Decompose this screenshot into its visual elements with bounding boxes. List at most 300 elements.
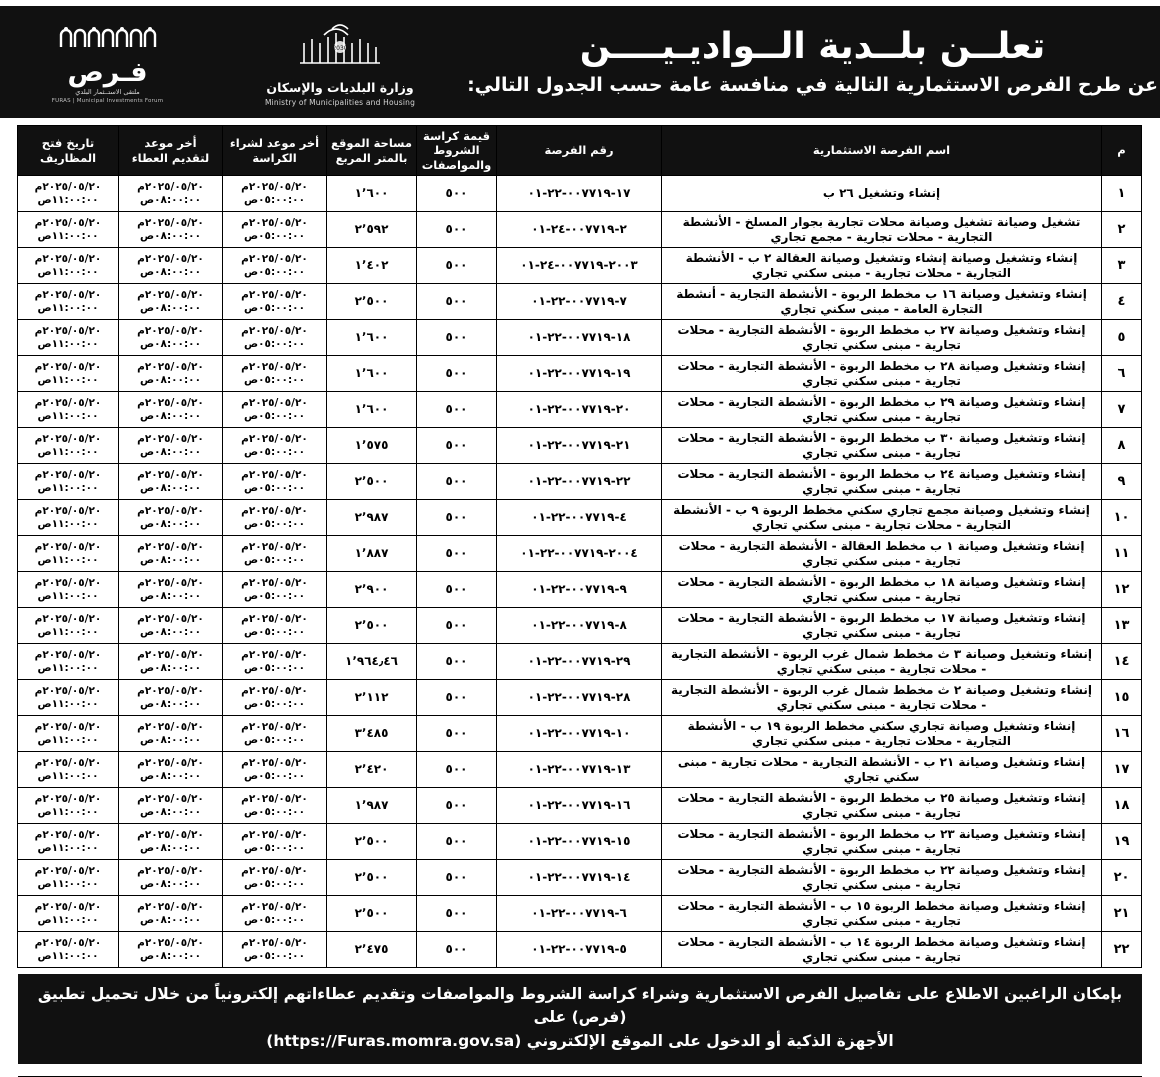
- row-booklet-deadline-time: ٠٥:٠٠:٠٠ص: [244, 409, 305, 422]
- row-opportunity-name: إنشاء وتشغيل وصيانة إنشاء وتشغيل وصيانة العقالة ٢ ب - الأنشطة التجارية - محلات تجارية - مبنى سكني تجاري: [662, 248, 1102, 284]
- row-booklet-value: ٥٠٠: [417, 644, 497, 680]
- row-booklet-deadline-date: ٢٠٢٥/٠٥/٢٠م: [241, 576, 308, 589]
- row-booklet-value: ٥٠٠: [417, 680, 497, 716]
- row-booklet-deadline: [223, 536, 327, 572]
- row-bid-deadline: [119, 212, 223, 248]
- table-row: [18, 536, 1142, 572]
- row-opportunity-number: ٢٩-٠٠٧٧١٩-٢٢-٠١: [497, 644, 662, 680]
- row-booklet-deadline-date: ٢٠٢٥/٠٥/٢٠م: [241, 432, 308, 445]
- col-bid-deadline-line1: أخر موعد: [144, 136, 197, 151]
- row-opening-date: [18, 824, 119, 860]
- row-site-area: ٢٬٥٩٢: [327, 212, 417, 248]
- row-booklet-deadline-date: ٢٠٢٥/٠٥/٢٠م: [241, 900, 308, 913]
- row-opening-date-date: ٢٠٢٥/٠٥/٢٠م: [34, 540, 102, 553]
- row-bid-deadline-date: ٢٠٢٥/٠٥/٢٠م: [137, 936, 204, 949]
- col-booklet-deadline: [223, 126, 327, 176]
- row-index: ٢٠: [1102, 860, 1142, 896]
- row-index: ٢: [1102, 212, 1142, 248]
- row-bid-deadline-date: ٢٠٢٥/٠٥/٢٠م: [137, 648, 204, 661]
- row-opening-date: [18, 428, 119, 464]
- row-booklet-deadline-time: ٠٥:٠٠:٠٠ص: [244, 661, 305, 674]
- row-booklet-value: ٥٠٠: [417, 572, 497, 608]
- row-booklet-deadline: [223, 392, 327, 428]
- row-opening-date-time: ١١:٠٠:٠٠ص: [37, 769, 99, 782]
- row-bid-deadline-time: ٠٨:٠٠:٠٠ص: [140, 229, 201, 242]
- row-booklet-deadline: [223, 176, 327, 212]
- row-site-area: ٢٬٩٠٠: [327, 572, 417, 608]
- row-bid-deadline-date: ٢٠٢٥/٠٥/٢٠م: [137, 684, 204, 697]
- row-opening-date-time: ١١:٠٠:٠٠ص: [37, 481, 99, 494]
- row-opening-date-date: ٢٠٢٥/٠٥/٢٠م: [34, 468, 102, 481]
- row-opening-date-date: ٢٠٢٥/٠٥/٢٠م: [34, 756, 102, 769]
- furas-logo-block: [0, 6, 215, 118]
- row-site-area: ١٬٩٨٧: [327, 788, 417, 824]
- footer-line-2: [32, 1030, 1128, 1053]
- table-body: [18, 176, 1142, 968]
- row-opportunity-number: ١٦-٠٠٧٧١٩-٢٢-٠١: [497, 788, 662, 824]
- row-opportunity-name: إنشاء وتشغيل وصيانة مخطط الربوة ١٤ ب - الأنشطة التجارية - محلات تجارية - مبنى سكني تجاري: [662, 932, 1102, 968]
- table-row: [18, 644, 1142, 680]
- table-row: [18, 176, 1142, 212]
- col-opening-date: [18, 126, 119, 176]
- row-opportunity-name: إنشاء وتشغيل وصيانة ٣٠ ب مخطط الربوة - الأنشطة التجارية - محلات تجارية - مبنى سكني تجاري: [662, 428, 1102, 464]
- row-booklet-deadline-date: ٢٠٢٥/٠٥/٢٠م: [241, 288, 308, 301]
- row-booklet-deadline: [223, 356, 327, 392]
- row-opening-date-time: ١١:٠٠:٠٠ص: [37, 589, 99, 602]
- row-bid-deadline: [119, 320, 223, 356]
- table-row: [18, 356, 1142, 392]
- row-bid-deadline-date: ٢٠٢٥/٠٥/٢٠م: [137, 504, 204, 517]
- row-index: ١٣: [1102, 608, 1142, 644]
- row-bid-deadline-time: ٠٨:٠٠:٠٠ص: [140, 877, 201, 890]
- row-opportunity-name: تشغيل وصيانة تشغيل وصيانة محلات تجارية بجوار المسلخ - الأنشطة التجارية - محلات تجارية - مجمع تجاري: [662, 212, 1102, 248]
- row-booklet-deadline: [223, 716, 327, 752]
- col-site-area-line1: مساحة الموقع: [331, 136, 412, 151]
- row-opportunity-number: ٩-٠٠٧٧١٩-٢٢-٠١: [497, 572, 662, 608]
- row-booklet-deadline-date: ٢٠٢٥/٠٥/٢٠م: [241, 756, 308, 769]
- row-site-area: ٢٬٥٠٠: [327, 284, 417, 320]
- row-index: ٥: [1102, 320, 1142, 356]
- table-header-row: [18, 126, 1142, 176]
- col-bid-deadline-line2: لتقديم العطاء: [131, 150, 210, 165]
- row-bid-deadline-time: ٠٨:٠٠:٠٠ص: [140, 625, 201, 638]
- row-booklet-deadline-time: ٠٥:٠٠:٠٠ص: [244, 229, 305, 242]
- row-index: ١٢: [1102, 572, 1142, 608]
- furas-caption-en: FURAS | Municipal Investments Forum: [51, 97, 164, 104]
- row-booklet-value: ٥٠٠: [417, 824, 497, 860]
- row-booklet-deadline: [223, 932, 327, 968]
- row-opening-date: [18, 896, 119, 932]
- row-booklet-value: ٥٠٠: [417, 284, 497, 320]
- row-bid-deadline-time: ٠٨:٠٠:٠٠ص: [140, 697, 201, 710]
- row-bid-deadline-time: ٠٨:٠٠:٠٠ص: [140, 805, 201, 818]
- row-opening-date-date: ٢٠٢٥/٠٥/٢٠م: [34, 216, 102, 229]
- row-index: ١٥: [1102, 680, 1142, 716]
- row-opening-date: [18, 320, 119, 356]
- row-opportunity-name: إنشاء وتشغيل وصيانة ٢٢ ب مخطط الربوة - الأنشطة التجارية - محلات تجارية - مبنى سكني تجاري: [662, 860, 1102, 896]
- col-site-area-line2: بالمتر المربع: [335, 150, 408, 165]
- row-site-area: ١٬٥٧٥: [327, 428, 417, 464]
- row-site-area: ٣٬٤٨٥: [327, 716, 417, 752]
- row-opportunity-number: ١٣-٠٠٧٧١٩-٢٢-٠١: [497, 752, 662, 788]
- row-booklet-deadline-time: ٠٥:٠٠:٠٠ص: [244, 553, 305, 566]
- row-booklet-deadline: [223, 860, 327, 896]
- row-bid-deadline-time: ٠٨:٠٠:٠٠ص: [140, 301, 201, 314]
- row-opening-date-date: ٢٠٢٥/٠٥/٢٠م: [34, 936, 102, 949]
- row-opening-date: [18, 860, 119, 896]
- footer-line-2-text: الأجهزة الذكية أو الدخول على الموقع الإلكتروني: [526, 1031, 894, 1050]
- row-opening-date-date: ٢٠٢٥/٠٥/٢٠م: [34, 180, 102, 193]
- row-bid-deadline-date: ٢٠٢٥/٠٥/٢٠م: [137, 864, 204, 877]
- row-opening-date-time: ١١:٠٠:٠٠ص: [37, 661, 99, 674]
- row-opportunity-name: إنشاء وتشغيل وصيانة ٢١ ب - الأنشطة التجارية - محلات تجارية - مبنى سكني تجاري: [662, 752, 1102, 788]
- row-bid-deadline: [119, 428, 223, 464]
- row-opening-date-time: ١١:٠٠:٠٠ص: [37, 805, 99, 818]
- row-booklet-deadline-date: ٢٠٢٥/٠٥/٢٠م: [241, 360, 308, 373]
- row-bid-deadline-date: ٢٠٢٥/٠٥/٢٠م: [137, 828, 204, 841]
- row-bid-deadline-time: ٠٨:٠٠:٠٠ص: [140, 553, 201, 566]
- row-site-area: ١٬٦٠٠: [327, 176, 417, 212]
- row-booklet-value: ٥٠٠: [417, 500, 497, 536]
- table-row: [18, 248, 1142, 284]
- row-opportunity-name: إنشاء وتشغيل وصيانة ١٦ ب مخطط الربوة - الأنشطة التجارية - أنشطة التجارة العامة - مبنى سكني تجاري: [662, 284, 1102, 320]
- row-site-area: ٢٬١١٢: [327, 680, 417, 716]
- page-header: [0, 6, 1160, 118]
- row-bid-deadline-time: ٠٨:٠٠:٠٠ص: [140, 481, 201, 494]
- row-site-area: ١٬٦٠٠: [327, 392, 417, 428]
- row-opportunity-name: إنشاء وتشغيل وصيانة مجمع تجاري سكني مخطط الربوة ٩ ب - الأنشطة التجارية - محلات تجارية - مبنى سكني تجاري: [662, 500, 1102, 536]
- row-opening-date: [18, 716, 119, 752]
- row-opportunity-name: إنشاء وتشغيل وصيانة ١٨ ب مخطط الربوة - الأنشطة التجارية - محلات تجارية - مبنى سكني تجاري: [662, 572, 1102, 608]
- row-booklet-deadline-time: ٠٥:٠٠:٠٠ص: [244, 625, 305, 638]
- row-opening-date-date: ٢٠٢٥/٠٥/٢٠م: [34, 684, 102, 697]
- row-bid-deadline-date: ٢٠٢٥/٠٥/٢٠م: [137, 540, 204, 553]
- row-booklet-deadline-date: ٢٠٢٥/٠٥/٢٠م: [241, 828, 308, 841]
- row-opening-date-date: ٢٠٢٥/٠٥/٢٠م: [34, 432, 102, 445]
- row-bid-deadline: [119, 788, 223, 824]
- row-booklet-deadline: [223, 644, 327, 680]
- row-booklet-deadline-time: ٠٥:٠٠:٠٠ص: [244, 481, 305, 494]
- row-opening-date: [18, 500, 119, 536]
- row-index: ٢٢: [1102, 932, 1142, 968]
- row-booklet-deadline-time: ٠٥:٠٠:٠٠ص: [244, 877, 305, 890]
- row-site-area: ١٬٨٨٧: [327, 536, 417, 572]
- row-bid-deadline-date: ٢٠٢٥/٠٥/٢٠م: [137, 612, 204, 625]
- table-row: [18, 788, 1142, 824]
- row-index: ١٤: [1102, 644, 1142, 680]
- row-booklet-deadline: [223, 824, 327, 860]
- row-index: ٧: [1102, 392, 1142, 428]
- row-bid-deadline-time: ٠٨:٠٠:٠٠ص: [140, 589, 201, 602]
- row-booklet-deadline-time: ٠٥:٠٠:٠٠ص: [244, 697, 305, 710]
- row-opening-date-date: ٢٠٢٥/٠٥/٢٠م: [34, 648, 102, 661]
- row-booklet-deadline-time: ٠٥:٠٠:٠٠ص: [244, 445, 305, 458]
- row-opening-date: [18, 176, 119, 212]
- row-booklet-deadline: [223, 320, 327, 356]
- row-booklet-deadline-date: ٢٠٢٥/٠٥/٢٠م: [241, 180, 308, 193]
- row-opening-date-date: ٢٠٢٥/٠٥/٢٠م: [34, 792, 102, 805]
- row-booklet-deadline: [223, 428, 327, 464]
- row-booklet-deadline: [223, 464, 327, 500]
- row-booklet-deadline-date: ٢٠٢٥/٠٥/٢٠م: [241, 504, 308, 517]
- row-opportunity-number: ٧-٠٠٧٧١٩-٢٢-٠١: [497, 284, 662, 320]
- row-opening-date-date: ٢٠٢٥/٠٥/٢٠م: [34, 900, 102, 913]
- col-bid-deadline: [119, 126, 223, 176]
- svg-text:2030: 2030: [332, 45, 348, 52]
- row-site-area: ١٬٦٠٠: [327, 356, 417, 392]
- row-opening-date-time: ١١:٠٠:٠٠ص: [37, 625, 99, 638]
- row-booklet-deadline-date: ٢٠٢٥/٠٥/٢٠م: [241, 612, 308, 625]
- row-opening-date: [18, 464, 119, 500]
- col-opening-date-line2: المظاريف: [39, 150, 97, 165]
- row-bid-deadline: [119, 500, 223, 536]
- row-booklet-deadline-time: ٠٥:٠٠:٠٠ص: [244, 193, 305, 206]
- row-opening-date-time: ١١:٠٠:٠٠ص: [37, 445, 99, 458]
- ministry-name-en: Ministry of Municipalities and Housing: [264, 98, 416, 107]
- row-opening-date-time: ١١:٠٠:٠٠ص: [37, 193, 99, 206]
- row-booklet-deadline-time: ٠٥:٠٠:٠٠ص: [244, 769, 305, 782]
- row-opening-date-time: ١١:٠٠:٠٠ص: [37, 913, 99, 926]
- row-bid-deadline-time: ٠٨:٠٠:٠٠ص: [140, 913, 201, 926]
- table-row: [18, 500, 1142, 536]
- ministry-emblem-icon: [294, 17, 386, 77]
- row-opening-date-date: ٢٠٢٥/٠٥/٢٠م: [34, 396, 102, 409]
- furas-caption-ar: ملتقى الاستــثمار البلدي: [75, 87, 140, 96]
- table-row: [18, 320, 1142, 356]
- row-bid-deadline-date: ٢٠٢٥/٠٥/٢٠م: [137, 180, 204, 193]
- row-booklet-deadline: [223, 680, 327, 716]
- table-row: [18, 608, 1142, 644]
- row-bid-deadline-date: ٢٠٢٥/٠٥/٢٠م: [137, 792, 204, 805]
- row-booklet-deadline: [223, 500, 327, 536]
- row-booklet-value: ٥٠٠: [417, 788, 497, 824]
- row-opening-date-time: ١١:٠٠:٠٠ص: [37, 337, 99, 350]
- row-bid-deadline-time: ٠٨:٠٠:٠٠ص: [140, 733, 201, 746]
- row-bid-deadline: [119, 284, 223, 320]
- row-booklet-value: ٥٠٠: [417, 752, 497, 788]
- row-opening-date: [18, 212, 119, 248]
- row-booklet-value: ٥٠٠: [417, 896, 497, 932]
- col-booklet-deadline-line2: الكراسة: [252, 150, 297, 165]
- table-row: [18, 392, 1142, 428]
- row-opportunity-number: ٢٠٠٤-٠٠٧٧١٩-٢٢-٠١: [497, 536, 662, 572]
- footer-line-1: بإمكان الراغبين الاطلاع على تفاصيل الفرص الاستثمارية وشراء كراسة الشروط والمواصفات وتقديم عطاءاتهم إلكترونياً من خلال تحميل تطبيق (فرص) على: [37, 985, 1123, 1027]
- row-opportunity-name: إنشاء وتشغيل وصيانة ٢٩ ب مخطط الربوة - الأنشطة التجارية - محلات تجارية - مبنى سكني تجاري: [662, 392, 1102, 428]
- row-opening-date-time: ١١:٠٠:٠٠ص: [37, 697, 99, 710]
- row-booklet-value: ٥٠٠: [417, 356, 497, 392]
- row-bid-deadline: [119, 932, 223, 968]
- row-site-area: ١٬٤٠٢: [327, 248, 417, 284]
- row-booklet-deadline-date: ٢٠٢٥/٠٥/٢٠م: [241, 720, 308, 733]
- row-opportunity-name: إنشاء وتشغيل وصيانة مخطط الربوة ١٥ ب - الأنشطة التجارية - محلات تجارية - مبنى سكني تجاري: [662, 896, 1102, 932]
- row-booklet-value: ٥٠٠: [417, 320, 497, 356]
- row-opportunity-number: ٤-٠٠٧٧١٩-٢٢-٠١: [497, 500, 662, 536]
- row-opening-date-time: ١١:٠٠:٠٠ص: [37, 409, 99, 422]
- row-opening-date: [18, 248, 119, 284]
- row-opportunity-number: ١٥-٠٠٧٧١٩-٢٢-٠١: [497, 824, 662, 860]
- row-opening-date-date: ٢٠٢٥/٠٥/٢٠م: [34, 324, 102, 337]
- row-opportunity-number: ٢٠٠٣-٠٠٧٧١٩-٢٤-٠١: [497, 248, 662, 284]
- row-opening-date-date: ٢٠٢٥/٠٥/٢٠م: [34, 576, 102, 589]
- row-opportunity-name: إنشاء وتشغيل وصيانة ٣ ث مخطط شمال غرب الربوة - الأنشطة التجارية - محلات تجارية - مبنى سكني تجاري: [662, 644, 1102, 680]
- ministry-logo-block: [215, 6, 465, 118]
- row-opportunity-number: ٢٠-٠٠٧٧١٩-٢٢-٠١: [497, 392, 662, 428]
- table-row: [18, 572, 1142, 608]
- row-opening-date-time: ١١:٠٠:٠٠ص: [37, 265, 99, 278]
- furas-logo-icon: [55, 21, 161, 59]
- row-booklet-deadline-time: ٠٥:٠٠:٠٠ص: [244, 805, 305, 818]
- row-opening-date-date: ٢٠٢٥/٠٥/٢٠م: [34, 288, 102, 301]
- row-index: ١٩: [1102, 824, 1142, 860]
- row-bid-deadline: [119, 752, 223, 788]
- row-site-area: ٢٬٤٧٥: [327, 932, 417, 968]
- row-bid-deadline: [119, 824, 223, 860]
- table-row: [18, 932, 1142, 968]
- row-opening-date-time: ١١:٠٠:٠٠ص: [37, 877, 99, 890]
- furas-logo-text: فـرص: [67, 56, 148, 88]
- row-booklet-value: ٥٠٠: [417, 536, 497, 572]
- row-bid-deadline-date: ٢٠٢٥/٠٥/٢٠م: [137, 576, 204, 589]
- row-bid-deadline-time: ٠٨:٠٠:٠٠ص: [140, 445, 201, 458]
- row-booklet-deadline-time: ٠٥:٠٠:٠٠ص: [244, 913, 305, 926]
- row-opening-date: [18, 572, 119, 608]
- row-site-area: ٢٬٥٠٠: [327, 824, 417, 860]
- row-opportunity-name: إنشاء وتشغيل وصيانة ٢٥ ب مخطط الربوة - الأنشطة التجارية - محلات تجارية - مبنى سكني تجاري: [662, 788, 1102, 824]
- row-booklet-value: ٥٠٠: [417, 608, 497, 644]
- row-index: ٩: [1102, 464, 1142, 500]
- row-site-area: ٢٬٤٢٠: [327, 752, 417, 788]
- furas-website-link[interactable]: (https://Furas.momra.gov.sa): [266, 1031, 522, 1050]
- row-index: ١٨: [1102, 788, 1142, 824]
- row-opening-date: [18, 536, 119, 572]
- row-opening-date-time: ١١:٠٠:٠٠ص: [37, 949, 99, 962]
- row-bid-deadline-date: ٢٠٢٥/٠٥/٢٠م: [137, 252, 204, 265]
- row-bid-deadline: [119, 896, 223, 932]
- row-bid-deadline: [119, 464, 223, 500]
- opportunities-table: [17, 125, 1142, 968]
- row-booklet-deadline-time: ٠٥:٠٠:٠٠ص: [244, 301, 305, 314]
- row-booklet-value: ٥٠٠: [417, 248, 497, 284]
- row-bid-deadline: [119, 536, 223, 572]
- row-opening-date-date: ٢٠٢٥/٠٥/٢٠م: [34, 504, 102, 517]
- row-bid-deadline: [119, 176, 223, 212]
- row-site-area: ١٬٩٦٤٫٤٦: [327, 644, 417, 680]
- row-bid-deadline-date: ٢٠٢٥/٠٥/٢٠م: [137, 432, 204, 445]
- col-booklet-value-line2: الشروط والمواصفات: [421, 143, 492, 172]
- table-row: [18, 752, 1142, 788]
- row-bid-deadline-time: ٠٨:٠٠:٠٠ص: [140, 373, 201, 386]
- row-opening-date-time: ١١:٠٠:٠٠ص: [37, 373, 99, 386]
- row-booklet-deadline: [223, 572, 327, 608]
- row-booklet-value: ٥٠٠: [417, 932, 497, 968]
- row-booklet-deadline: [223, 752, 327, 788]
- row-opportunity-number: ١٨-٠٠٧٧١٩-٢٢-٠١: [497, 320, 662, 356]
- row-opportunity-number: ٢١-٠٠٧٧١٩-٢٢-٠١: [497, 428, 662, 464]
- table-row: [18, 212, 1142, 248]
- row-bid-deadline-date: ٢٠٢٥/٠٥/٢٠م: [137, 756, 204, 769]
- row-booklet-value: ٥٠٠: [417, 212, 497, 248]
- row-booklet-value: ٥٠٠: [417, 464, 497, 500]
- row-bid-deadline: [119, 572, 223, 608]
- row-booklet-deadline-date: ٢٠٢٥/٠٥/٢٠م: [241, 216, 308, 229]
- col-booklet-deadline-line1: أخر موعد لشراء: [229, 136, 320, 151]
- row-bid-deadline-time: ٠٨:٠٠:٠٠ص: [140, 409, 201, 422]
- row-site-area: ٢٬٩٨٧: [327, 500, 417, 536]
- row-opportunity-name: إنشاء وتشغيل وصيانة ٢٤ ب مخطط الربوة - الأنشطة التجارية - محلات تجارية - مبنى سكني تجاري: [662, 464, 1102, 500]
- row-bid-deadline: [119, 716, 223, 752]
- row-booklet-deadline-time: ٠٥:٠٠:٠٠ص: [244, 373, 305, 386]
- row-index: ١٦: [1102, 716, 1142, 752]
- row-opportunity-number: ٥-٠٠٧٧١٩-٢٢-٠١: [497, 932, 662, 968]
- row-bid-deadline: [119, 680, 223, 716]
- row-bid-deadline-time: ٠٨:٠٠:٠٠ص: [140, 841, 201, 854]
- row-bid-deadline-time: ٠٨:٠٠:٠٠ص: [140, 661, 201, 674]
- row-booklet-value: ٥٠٠: [417, 716, 497, 752]
- row-bid-deadline-time: ٠٨:٠٠:٠٠ص: [140, 265, 201, 278]
- row-booklet-deadline: [223, 896, 327, 932]
- row-opening-date-date: ٢٠٢٥/٠٥/٢٠م: [34, 612, 102, 625]
- table-row: [18, 428, 1142, 464]
- table-row: [18, 860, 1142, 896]
- row-booklet-deadline-date: ٢٠٢٥/٠٥/٢٠م: [241, 936, 308, 949]
- row-index: ٨: [1102, 428, 1142, 464]
- table-row: [18, 824, 1142, 860]
- col-opportunity-name: اسم الفرصة الاستثمارية: [662, 126, 1102, 176]
- col-opportunity-number: رقم الفرصة: [497, 126, 662, 176]
- row-bid-deadline: [119, 356, 223, 392]
- row-opening-date-time: ١١:٠٠:٠٠ص: [37, 517, 99, 530]
- row-bid-deadline-date: ٢٠٢٥/٠٥/٢٠م: [137, 468, 204, 481]
- row-opening-date: [18, 644, 119, 680]
- row-booklet-deadline-date: ٢٠٢٥/٠٥/٢٠م: [241, 252, 308, 265]
- col-booklet-value: [417, 126, 497, 176]
- row-bid-deadline-time: ٠٨:٠٠:٠٠ص: [140, 769, 201, 782]
- row-index: ١٧: [1102, 752, 1142, 788]
- row-booklet-deadline-time: ٠٥:٠٠:٠٠ص: [244, 733, 305, 746]
- row-bid-deadline: [119, 608, 223, 644]
- row-booklet-value: ٥٠٠: [417, 860, 497, 896]
- row-opening-date-date: ٢٠٢٥/٠٥/٢٠م: [34, 360, 102, 373]
- row-opening-date: [18, 608, 119, 644]
- row-opening-date-time: ١١:٠٠:٠٠ص: [37, 841, 99, 854]
- row-opening-date: [18, 680, 119, 716]
- row-opportunity-number: ١٩-٠٠٧٧١٩-٢٢-٠١: [497, 356, 662, 392]
- row-opportunity-number: ١٧-٠٠٧٧١٩-٢٢-٠١: [497, 176, 662, 212]
- row-opening-date-time: ١١:٠٠:٠٠ص: [37, 229, 99, 242]
- page-subtitle: عن طرح الفرص الاستثمارية التالية في منافسة عامة حسب الجدول التالي:: [467, 74, 1158, 97]
- row-opportunity-number: ١٠-٠٠٧٧١٩-٢٢-٠١: [497, 716, 662, 752]
- row-index: ١١: [1102, 536, 1142, 572]
- table-row: [18, 896, 1142, 932]
- row-site-area: ٢٬٥٠٠: [327, 464, 417, 500]
- row-opportunity-name: إنشاء وتشغيل ٢٦ ب: [662, 176, 1102, 212]
- row-opening-date: [18, 752, 119, 788]
- row-booklet-deadline-date: ٢٠٢٥/٠٥/٢٠م: [241, 648, 308, 661]
- row-booklet-deadline-date: ٢٠٢٥/٠٥/٢٠م: [241, 540, 308, 553]
- col-opening-date-line1: تاريخ فتح: [41, 136, 95, 151]
- row-bid-deadline-date: ٢٠٢٥/٠٥/٢٠م: [137, 900, 204, 913]
- row-opportunity-name: إنشاء وتشغيل وصيانة ٢٣ ب مخطط الربوة - الأنشطة التجارية - محلات تجارية - مبنى سكني تجاري: [662, 824, 1102, 860]
- row-site-area: ٢٬٥٠٠: [327, 860, 417, 896]
- row-opportunity-name: إنشاء وتشغيل وصيانة ١٧ ب مخطط الربوة - الأنشطة التجارية - محلات تجارية - مبنى سكني تجاري: [662, 608, 1102, 644]
- row-bid-deadline: [119, 392, 223, 428]
- row-index: ٦: [1102, 356, 1142, 392]
- row-bid-deadline: [119, 860, 223, 896]
- row-index: ٣: [1102, 248, 1142, 284]
- row-opening-date-time: ١١:٠٠:٠٠ص: [37, 301, 99, 314]
- row-site-area: ٢٬٥٠٠: [327, 608, 417, 644]
- row-booklet-deadline-time: ٠٥:٠٠:٠٠ص: [244, 337, 305, 350]
